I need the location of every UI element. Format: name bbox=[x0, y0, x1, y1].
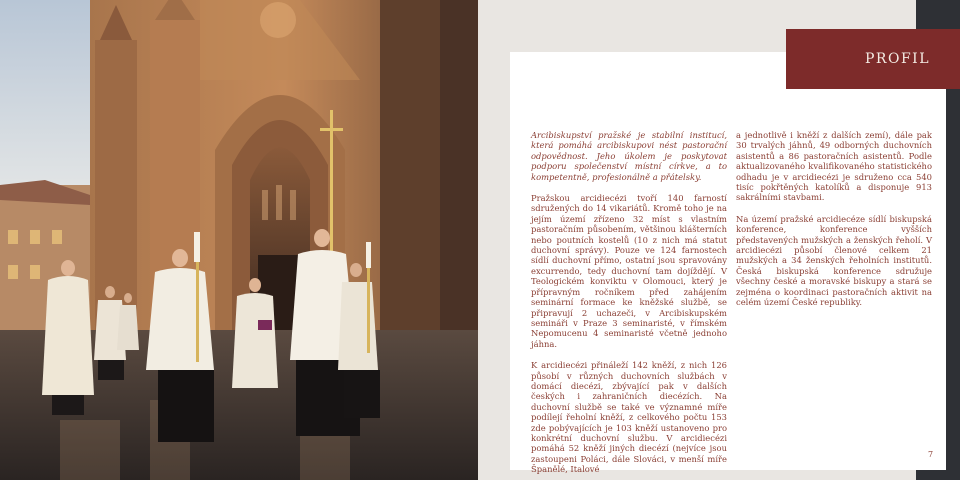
section-label: PROFIL bbox=[865, 51, 930, 67]
paragraph-institutions: Na území pražské arcidiecéze sídlí biskupská konference, konference vyšších představených mužských a ženských řeholí. V arcidiecézi působí členové celkem 21 mužských a 34 ženských řeholních institutů. Česká biskupská konference sdružuje všechny české a moravské biskupy a stará se zejména o koordinaci pastoračních aktivit na celém území České republiky. bbox=[736, 213, 932, 308]
paragraph-parishes: Pražskou arcidiecézi tvoří 140 farností sdružených do 14 vikariátů. Kromě toho je na jejím území zřízeno 32 míst s vlastním pastoračním působením, většinou klášterních nebo poutních kostelů (10 z nich má statut duchovní správy). Pouze ve 124 farnostech sídlí duchovní přímo, ostatní jsou spravovány excurrendo, tedy duchovní tam dojíždějí. V Teologickém konviktu v Olomouci, který je přípravným ročníkem před zahájením seminární formace ke kněžské službě, se připravují 2 uchazeči, v Arcibiskupském semináři v Praze 3 seminaristé, v římském Nepomucenu 4 seminaristé včetně jednoho jáhna. bbox=[531, 193, 727, 349]
paragraph-statistics: a jednotlivě i kněží z dalších zemí), dále pak 30 trvalých jáhnů, 49 odborných duchovních asistentů a 86 pastoračních asistentů. Podle aktualizovaného kvalifikovaného statistického odhadu je v arcidiecézi je sdruženo cca 540 tisíc pokřtěných katolíků a disponuje 913 sakrálními stavbami. bbox=[736, 130, 932, 203]
text-column-right bbox=[736, 130, 932, 319]
photo-illustration bbox=[0, 0, 478, 480]
section-label-box bbox=[786, 29, 960, 89]
text-column-left bbox=[531, 130, 727, 486]
page-number: 7 bbox=[928, 450, 934, 459]
cathedral-procession-photo bbox=[0, 0, 478, 480]
lead-paragraph: Arcibiskupství pražské je stabilní institucí, která pomáhá arcibiskupovi nést pastorační odpovědnost. Jeho úkolem je poskytovat podporu společenství místní církve, a to kompetentně, profesionálně a přátelsky. bbox=[531, 130, 727, 182]
paragraph-priests: K arcidiecézi přináleží 142 kněží, z nich 126 působí v různých duchovních službách v domácí diecézi, zbývající pak v dalších českých i zahraničních diecézích. Na duchovní službě se také ve významné míře podílejí řeholní kněží, z celkového počtu 153 zde pobývajících je 103 kněží ustanoveno pro konkrétní duchovní službu. V arcidiecézi pomáhá 52 kněží jiných diecézí (nejvíce jsou zastoupeni Poláci, dále Slováci, v menší míře Španělé, Italové bbox=[531, 360, 727, 475]
